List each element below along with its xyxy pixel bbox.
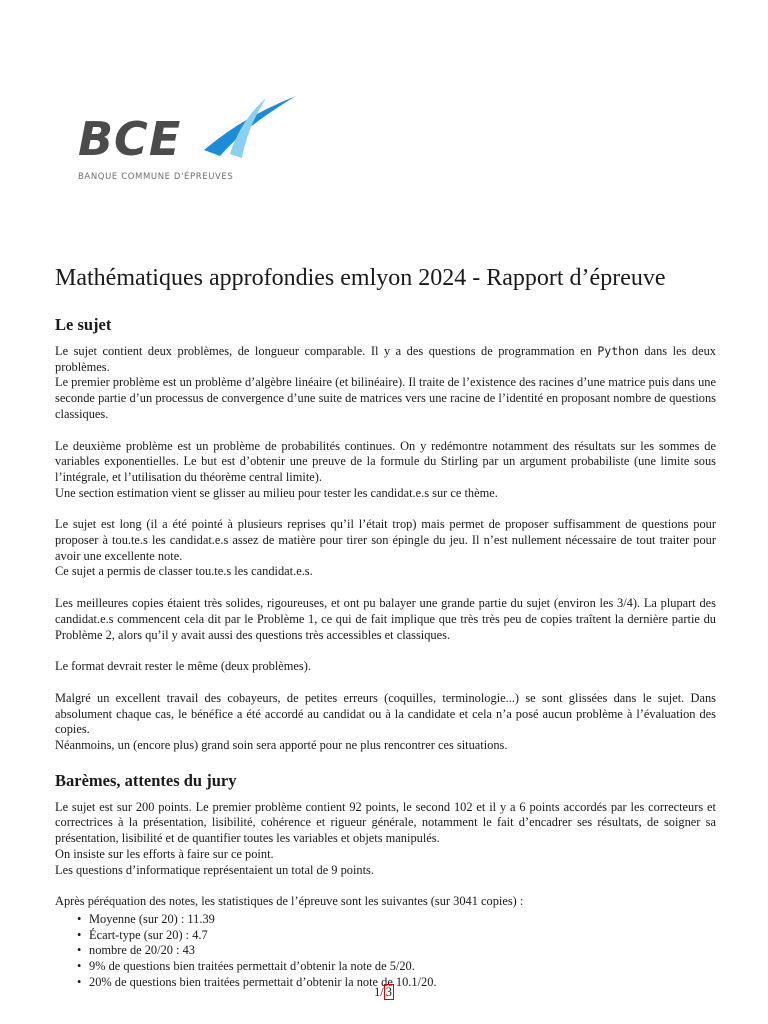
paragraph (55, 800, 716, 879)
paragraph (55, 894, 716, 910)
paragraph-text: Les questions d’informatique représentaient un total de 9 points. (55, 862, 374, 877)
total-pages-link[interactable]: 3 (385, 985, 392, 999)
logo-subtitle: BANQUE COMMUNE D'ÉPREUVES (78, 172, 234, 182)
section-heading-sujet: Le sujet (55, 315, 112, 334)
list-item: • Écart-type (sur 20) : 4.7 (89, 928, 716, 944)
paragraph-text: Malgré un excellent travail des cobayeurs, de petites erreurs (coquilles, terminologie...) se sont glissées dans le sujet. Dans absolument chaque cas, le bénéfice a été accordé au candidat ou à la candidate et cela n’a posé aucun problème à l’évaluation des copies. (55, 690, 716, 737)
report-content (55, 262, 716, 991)
list-item: • Moyenne (sur 20) : 11.39 (89, 912, 716, 928)
paragraph (55, 691, 716, 754)
paragraph-text: Une section estimation vient se glisser au milieu pour tester les candidat.e.s sur ce thème. (55, 485, 498, 500)
paragraph-text: Le premier problème est un problème d’algèbre linéaire (et bilinéaire). Il traite de l’existence des racines d’une matrice puis dans une seconde partie d’un processus de convergence d’une suite de matrices vers une racine de l’identité en proposant nombre de questions classiques. (55, 375, 716, 421)
statistics-list (55, 912, 716, 991)
paragraph-text: dans les deux problèmes. (55, 344, 716, 374)
bce-logo (78, 92, 308, 187)
paragraph (55, 344, 716, 423)
paragraph-text: On insiste sur les efforts à faire sur ce point. (55, 846, 274, 861)
paragraph-text: Le deuxième problème est un problème de probabilités continues. On y redémontre notamment des résultats sur les sommes de variables exponentielles. Le but est d’obtenir une preuve de la formule du Stirling par un argument probabiliste (une limite sous l’intégrale, et l’utilisation du théorème central limite). (55, 438, 716, 484)
paragraph-text: Les meilleures copies étaient très solides, rigoureuses, et ont pu balayer une grande partie du sujet (environ les 3/4). La plupart des candidat.e.s commencent cela dit par le Problème 1, ce qui de fait implique que très très peu de copies traîtent la dernière partie du Problème 2, alors qu’il y avait aussi des questions très accessibles et classiques. (55, 596, 716, 642)
logo-text: BCE (78, 112, 182, 166)
paragraph (55, 517, 716, 580)
paragraph (55, 439, 716, 502)
paragraph-text: Le format devrait rester le même (deux problèmes). (55, 659, 311, 674)
section-heading-baremes: Barèmes, attentes du jury (55, 770, 237, 790)
paragraph-text: Après péréquation des notes, les statistiques de l’épreuve sont les suivantes (sur 3041 copies) : (55, 894, 524, 909)
paragraph (55, 596, 716, 643)
paragraph (55, 659, 716, 675)
document-title: Mathématiques approfondies emlyon 2024 - Rapport d’épreuve (55, 265, 666, 291)
list-item: • 20% de questions bien traitées permettait d’obtenir la note de 10.1/20. (89, 975, 716, 991)
code-python: Python (597, 344, 639, 358)
logo-swoosh-icon (196, 92, 306, 162)
paragraph-text: Néanmoins, un (encore plus) grand soin sera apporté pour ne plus rencontrer ces situations. (55, 738, 508, 753)
list-item: • 9% de questions bien traitées permettait d’obtenir la note de 5/20. (89, 959, 716, 975)
page-number: 1 (374, 985, 381, 999)
paragraph-text: Ce sujet a permis de classer tou.te.s les candidat.e.s. (55, 564, 313, 579)
page-separator: / (380, 985, 384, 999)
list-item: • nombre de 20/20 : 43 (89, 943, 716, 959)
paragraph-text: Le sujet est long (il a été pointé à plusieurs reprises qu’il l’était trop) mais permet de proposer suffisamment de questions pour proposer à tou.te.s les candidat.e.s assez de matière pour tirer son épingle du jeu. Il n’est nullement nécessaire de tout traiter pour avoir une excellente note. (55, 517, 716, 563)
paragraph-text: Le sujet est sur 200 points. Le premier problème contient 92 points, le second 102 et il y a 6 points accordés par les correcteurs et correctrices à la présentation, lisibilité, cohérence et rigueur générale, notamment le fait d’encadrer ses résultats, de soigner sa présentation, lisibilité et de quantifier toutes les variables et objets manipulés. (55, 799, 716, 846)
page-footer (0, 985, 768, 1000)
paragraph-text: Le sujet contient deux problèmes, de longueur comparable. Il y a des questions de programmation en (55, 344, 598, 358)
